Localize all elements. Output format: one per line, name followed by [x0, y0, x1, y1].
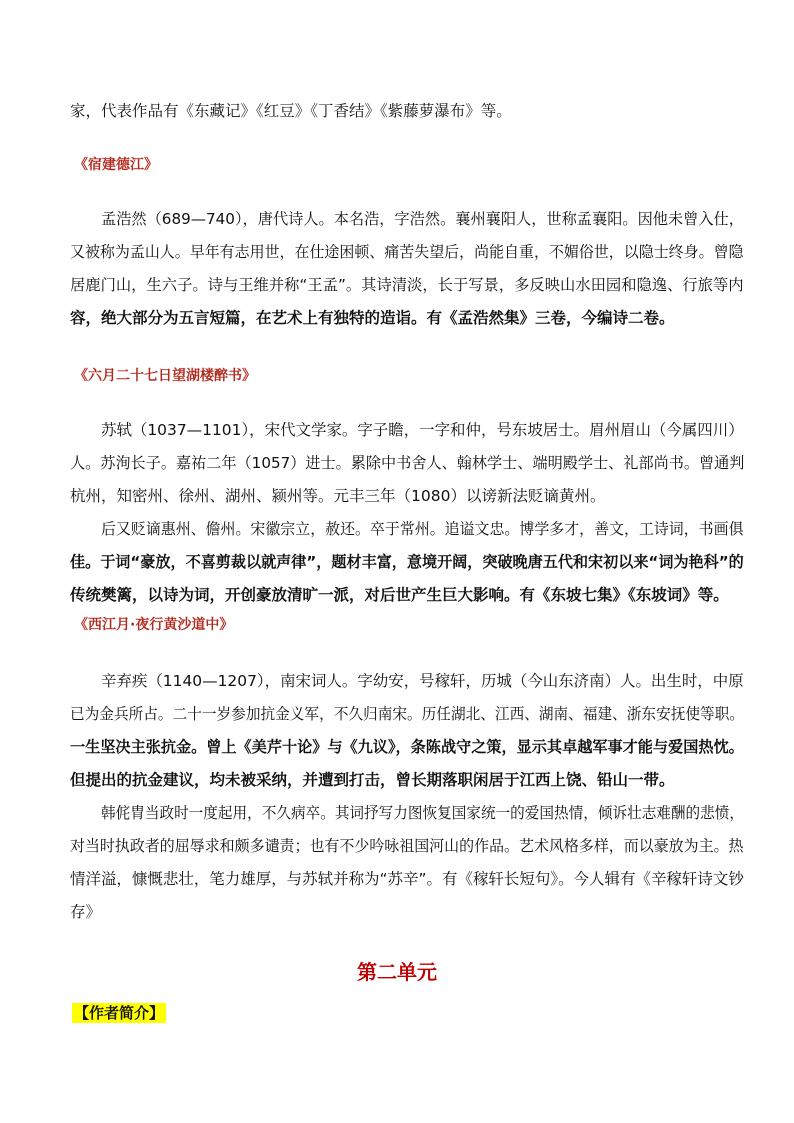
intro-line: 家，代表作品有《东藏记》《红豆》《丁香结》《紫藤萝瀑布》等。 — [70, 102, 512, 120]
poem-title-xijiangyue: 《西江月·夜行黄沙道中》 — [74, 617, 234, 633]
unit-heading: 第二单元 — [357, 960, 437, 984]
bio-line: 居鹿门山，生六子。诗与王维并称“王孟”。其诗清淡，长于写景，多反映山水田园和隐逸、行旅等内 — [70, 276, 744, 294]
bio-line: 存》 — [70, 903, 102, 921]
bio-line: 韩侂胄当政时一度起用，不久病卒。其词抒写力图恢复国家统一的爱国热情，倾诉壮志难酬的悲愤， — [101, 804, 745, 822]
poem-title-sujiandejiang: 《宿建德江》 — [74, 157, 158, 173]
bio-line: 情洋溢，慷慨悲壮，笔力雄厚，与苏轼并称为“苏辛”。有《稼轩长短句》。今人辑有《辛稼轩诗文钞 — [70, 870, 744, 888]
bio-line: 对当时执政者的屈辱求和颇多谴责；也有不少吟咏祖国河山的作品。艺术风格多样，而以豪放为主。热 — [70, 837, 744, 855]
bio-line: 孟浩然（689—740），唐代诗人。本名浩，字浩然。襄州襄阳人，世称孟襄阳。因他未曾入仕， — [101, 210, 744, 228]
bio-line: 已为金兵所占。二十一岁参加抗金义军，不久归南宋。历任湖北、江西、湖南、福建、浙东安抚使等职。 — [70, 705, 745, 723]
bio-line: 又被称为孟山人。早年有志用世，在仕途困顿、痛苦失望后，尚能自重，不媚俗世，以隐士终身。曾隐 — [70, 243, 744, 261]
bio-line: 人。苏洵长子。嘉祐二年（1057）进士。累除中书舍人、翰林学士、端明殿学士、礼部尚书。曾通判 — [70, 454, 745, 472]
bio-line: 苏轼（1037—1101），宋代文学家。字子瞻，一字和仲，号东坡居士。眉州眉山（今属四川） — [101, 421, 744, 439]
bio-line: 辛弃疾（1140—1207），南宋词人。字幼安，号稼轩，历城（今山东济南）人。出生时，中原 — [101, 672, 744, 690]
bio-line: 一生坚决主张抗金。曾上《美芹十论》与《九议》，条陈战守之策，显示其卓越军事才能与爱国热忱。 — [70, 738, 744, 756]
bio-line: 但提出的抗金建议，均未被采纳，并遭到打击，曾长期落职闲居于江西上饶、铅山一带。 — [70, 771, 675, 789]
poem-title-wanghulou: 《六月二十七日望湖楼醉书》 — [74, 368, 256, 384]
bio-line: 传统樊篱，以诗为词，开创豪放清旷一派，对后世产生巨大影响。有《东坡七集》《东坡词》等。 — [70, 586, 729, 604]
bio-line: 后又贬谪惠州、儋州。宋徽宗立，赦还。卒于常州。追谥文忠。博学多才，善文，工诗词，书画俱 — [101, 520, 744, 538]
bio-line: 佳。于词“豪放，不喜剪裁以就声律”，题材丰富，意境开阔，突破晚唐五代和宋初以来“词为艳科”的 — [70, 553, 744, 571]
author-intro-tag: 【作者简介】 — [74, 1004, 165, 1022]
bio-line: 容，绝大部分为五言短篇，在艺术上有独特的造诣。有《孟浩然集》三卷，今编诗二卷。 — [70, 309, 675, 327]
bio-line: 杭州，知密州、徐州、湖州、颍州等。元丰三年（1080）以谤新法贬谪黄州。 — [70, 487, 606, 505]
